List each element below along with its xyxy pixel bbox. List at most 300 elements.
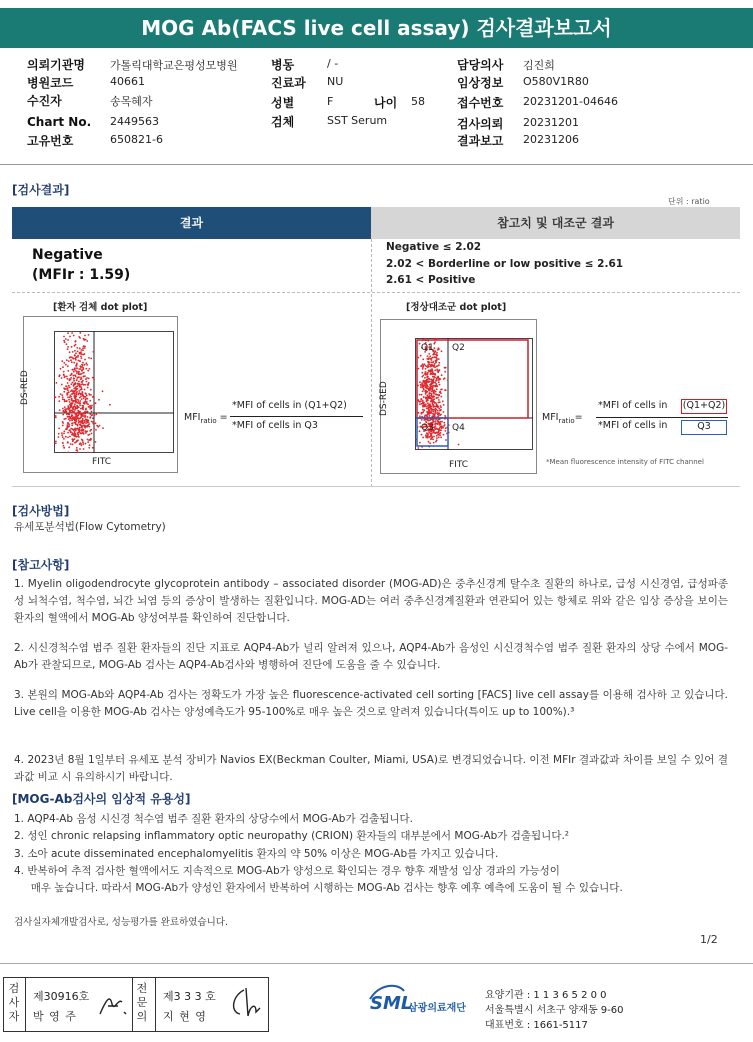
scatter-dot xyxy=(82,442,84,444)
scatter-dot xyxy=(76,367,78,369)
scatter-dot xyxy=(434,402,436,404)
scatter-dot xyxy=(440,432,442,434)
scatter-dot xyxy=(438,362,440,364)
scatter-dot xyxy=(418,412,420,414)
scatter-dot xyxy=(60,393,62,395)
quadrant-q2: Q2 xyxy=(452,343,465,353)
scatter-dot xyxy=(433,378,435,380)
scatter-dot xyxy=(90,429,92,431)
scatter-dot xyxy=(422,400,424,402)
footer-divider xyxy=(0,963,753,964)
scatter-dot xyxy=(93,396,95,398)
scatter-dot xyxy=(419,403,421,405)
scatter-dot xyxy=(82,405,84,407)
scatter-dot xyxy=(87,416,89,418)
scatter-dot xyxy=(82,348,84,350)
scatter-dot xyxy=(87,411,89,413)
scatter-dot xyxy=(90,389,92,391)
scatter-dot xyxy=(422,401,424,403)
scatter-dot xyxy=(67,441,69,443)
scatter-dot xyxy=(422,391,424,393)
scatter-dot xyxy=(77,414,79,416)
scatter-dot xyxy=(67,424,69,426)
scatter-dot xyxy=(74,341,76,343)
scatter-dot xyxy=(74,355,76,357)
value-clinical-info: O580V1R80 xyxy=(523,75,589,88)
value-unique-no: 650821-6 xyxy=(110,133,163,146)
scatter-dot xyxy=(425,368,427,370)
scatter-dot xyxy=(82,407,84,409)
scatter-dot xyxy=(55,396,57,398)
scatter-dot xyxy=(78,402,80,404)
scatter-dot xyxy=(436,403,438,405)
scatter-dot xyxy=(88,334,90,336)
scatter-dot xyxy=(69,410,71,412)
scatter-dot xyxy=(85,418,87,420)
scatter-dot xyxy=(72,428,74,430)
scatter-dot xyxy=(441,374,443,376)
control-scatter xyxy=(415,338,533,450)
scatter-dot xyxy=(77,351,79,353)
scatter-dot xyxy=(63,362,65,364)
value-hospital-code: 40661 xyxy=(110,75,145,88)
scatter-dot xyxy=(63,399,65,401)
scatter-dot xyxy=(77,428,79,430)
scatter-dot xyxy=(95,423,97,425)
scatter-dot xyxy=(84,389,86,391)
scatter-dot xyxy=(63,418,65,420)
scatter-dot xyxy=(85,362,87,364)
scatter-dot xyxy=(89,368,91,370)
scatter-dot xyxy=(444,389,446,391)
scatter-dot xyxy=(71,415,73,417)
scatter-dot xyxy=(433,365,435,367)
label-clinical-info: 임상정보 xyxy=(457,76,504,90)
scatter-dot xyxy=(68,425,70,427)
scatter-dot xyxy=(72,393,74,395)
scatter-dot xyxy=(431,408,433,410)
scatter-dot xyxy=(81,391,83,393)
mfi-text-1: MFI xyxy=(184,412,201,423)
scatter-dot xyxy=(429,412,431,414)
scatter-dot xyxy=(426,406,428,408)
scatter-dot xyxy=(70,374,72,376)
scatter-dot xyxy=(78,436,80,438)
scatter-dot xyxy=(90,358,92,360)
scatter-dot xyxy=(64,408,66,410)
scatter-dot xyxy=(427,437,429,439)
scatter-dot xyxy=(421,372,423,374)
scatter-dot xyxy=(67,408,69,410)
scatter-dot xyxy=(85,408,87,410)
scatter-dot xyxy=(70,431,72,433)
scatter-dot xyxy=(419,381,421,383)
scatter-dot xyxy=(425,387,427,389)
formula-numerator-1: *MFI of cells in (Q1+Q2) xyxy=(232,400,347,411)
scatter-dot xyxy=(71,432,73,434)
scatter-dot xyxy=(63,433,65,435)
scatter-dot xyxy=(427,373,429,375)
scatter-dot xyxy=(63,445,65,447)
scatter-dot xyxy=(425,434,427,436)
unit-label: 단위 : ratio xyxy=(668,197,710,206)
scatter-dot xyxy=(63,430,65,432)
scatter-dot xyxy=(73,380,75,382)
scatter-dot xyxy=(79,332,81,334)
scatter-dot xyxy=(433,436,435,438)
scatter-dot xyxy=(77,356,79,358)
scatter-dot xyxy=(79,404,81,406)
scatter-dot xyxy=(425,381,427,383)
scatter-dot xyxy=(59,374,61,376)
scatter-dot xyxy=(71,361,73,363)
scatter-dot xyxy=(420,413,422,415)
scatter-dot xyxy=(437,429,439,431)
scatter-dot xyxy=(436,357,438,359)
scatter-dot xyxy=(75,393,77,395)
scatter-dot xyxy=(82,362,84,364)
scatter-dot xyxy=(93,428,95,430)
scatter-dot xyxy=(75,408,77,410)
scatter-dot xyxy=(418,357,420,359)
scatter-dot xyxy=(72,440,74,442)
scatter-dot xyxy=(82,350,84,352)
scatter-dot xyxy=(429,355,431,357)
patient-scatter xyxy=(54,331,174,453)
scatter-dot xyxy=(419,401,421,403)
scatter-dot xyxy=(81,357,83,359)
scatter-dot xyxy=(67,406,69,408)
result-divider xyxy=(12,292,740,293)
tester-signature xyxy=(96,990,132,1020)
scatter-dot xyxy=(417,447,419,449)
scatter-dot xyxy=(62,366,64,368)
reviewer-label: 전문의 xyxy=(136,982,148,1023)
scatter-dot xyxy=(422,365,424,367)
scatter-dot xyxy=(432,399,434,401)
scatter-dot xyxy=(432,354,434,356)
scatter-dot xyxy=(71,406,73,408)
clinical-title: [MOG-Ab검사의 임상적 유용성] xyxy=(12,792,191,806)
result-value: Negative xyxy=(32,247,103,263)
scatter-dot xyxy=(425,373,427,375)
scatter-dot xyxy=(76,371,78,373)
scatter-dot xyxy=(423,405,425,407)
scatter-dot xyxy=(86,364,88,366)
scatter-dot xyxy=(79,360,81,362)
scatter-dot xyxy=(458,444,460,446)
scatter-dot xyxy=(440,409,442,411)
scatter-dot xyxy=(79,400,81,402)
label-request-date: 검사의뢰 xyxy=(457,117,504,131)
mfi-sub-2: ratio xyxy=(558,416,575,425)
scatter-dot xyxy=(79,397,81,399)
reviewer-name: 지 현 영 xyxy=(163,1010,207,1023)
scatter-dot xyxy=(421,434,423,436)
scatter-dot xyxy=(69,351,71,353)
scatter-dot xyxy=(67,452,69,454)
scatter-dot xyxy=(88,382,90,384)
scatter-dot xyxy=(88,439,90,441)
scatter-dot xyxy=(436,386,438,388)
value-doctor: 김진희 xyxy=(523,59,555,72)
scatter-dot xyxy=(435,397,437,399)
scatter-dot xyxy=(86,377,88,379)
sig-divider-1 xyxy=(25,978,26,1031)
scatter-dot xyxy=(85,443,87,445)
scatter-dot xyxy=(72,409,74,411)
scatter-dot xyxy=(84,416,86,418)
scatter-dot xyxy=(443,434,445,436)
scatter-dot xyxy=(439,391,441,393)
scatter-dot xyxy=(55,415,57,417)
scatter-dot xyxy=(436,388,438,390)
scatter-dot xyxy=(83,346,85,348)
scatter-dot xyxy=(428,370,430,372)
scatter-dot xyxy=(72,382,74,384)
scatter-dot xyxy=(421,403,423,405)
scatter-dot xyxy=(62,421,64,423)
fraction-bar-1 xyxy=(230,416,363,417)
scatter-dot xyxy=(72,402,74,404)
scatter-dot xyxy=(66,412,68,414)
scatter-dot xyxy=(67,416,69,418)
reviewer-signature xyxy=(226,986,266,1022)
scatter-dot xyxy=(87,384,89,386)
company-name: 삼광의료재단 xyxy=(408,1003,466,1014)
scatter-dot xyxy=(424,338,426,339)
scatter-dot xyxy=(67,422,69,424)
scatter-dot xyxy=(69,396,71,398)
scatter-dot xyxy=(445,367,447,369)
scatter-dot xyxy=(85,392,87,394)
scatter-dot xyxy=(64,406,66,408)
scatter-dot xyxy=(427,399,429,401)
scatter-dot xyxy=(85,368,87,370)
scatter-dot xyxy=(82,423,84,425)
scatter-dot xyxy=(434,363,436,365)
value-request-date: 20231201 xyxy=(523,116,579,129)
scatter-dot xyxy=(67,382,69,384)
scatter-dot xyxy=(80,378,82,380)
scatter-dot xyxy=(71,383,73,385)
scatter-dot xyxy=(439,422,441,424)
scatter-dot xyxy=(434,377,436,379)
notes-title: [참고사항] xyxy=(12,558,70,572)
scatter-dot xyxy=(419,442,421,444)
formula-box-q3: Q3 xyxy=(681,420,727,435)
scatter-dot xyxy=(79,353,81,355)
scatter-dot xyxy=(92,447,94,449)
scatter-dot xyxy=(61,377,63,379)
value-receipt-no: 20231201-04646 xyxy=(523,95,618,108)
mfi-text-2: MFI xyxy=(542,412,559,423)
scatter-dot xyxy=(75,423,77,425)
scatter-dot xyxy=(69,436,71,438)
scatter-dot xyxy=(422,437,424,439)
scatter-dot xyxy=(67,365,69,367)
scatter-dot xyxy=(63,391,65,393)
scatter-dot xyxy=(426,395,428,397)
scatter-dot xyxy=(76,449,78,451)
header-divider xyxy=(0,164,753,165)
scatter-dot xyxy=(82,383,84,385)
scatter-dot xyxy=(421,394,423,396)
scatter-dot xyxy=(434,411,436,413)
closing-statement: 검사실자체개발검사로, 성능평가를 완료하였습니다. xyxy=(14,917,228,928)
scatter-dot xyxy=(76,407,78,409)
scatter-dot xyxy=(85,422,87,424)
scatter-dot xyxy=(94,414,96,416)
scatter-dot xyxy=(437,433,439,435)
scatter-dot xyxy=(74,391,76,393)
quadrant-q1: Q1 xyxy=(421,343,434,353)
scatter-dot xyxy=(63,336,65,338)
scatter-dot xyxy=(425,385,427,387)
note-2: 2. 시신경척수염 범주 질환 환자들의 진단 지표로 AQP4-Ab가 널리 알려져 있으나, AQP4-Ab가 음성인 시신경척수염 범주 질환 환자의 상당 수에서 MOG-Ab가 관찰되므로, MOG-Ab 검사는 AQP4-Ab검사와 병행하여 진단에 도움을 줄 수 있습니다. xyxy=(14,642,728,671)
scatter-dot xyxy=(78,390,80,392)
scatter-dot xyxy=(81,349,83,351)
result-header: 결과 xyxy=(12,207,371,239)
scatter-dot xyxy=(81,353,83,355)
scatter-dot xyxy=(443,422,445,424)
scatter-dot xyxy=(74,432,76,434)
scatter-dot xyxy=(68,399,70,401)
scatter-dot xyxy=(65,418,67,420)
scatter-dot xyxy=(428,363,430,365)
scatter-dot xyxy=(79,383,81,385)
mfi-sub-1: ratio xyxy=(200,416,217,425)
scatter-dot xyxy=(436,437,438,439)
scatter-dot xyxy=(437,370,439,372)
scatter-dot xyxy=(429,381,431,383)
scatter-dot xyxy=(63,340,65,342)
scatter-dot xyxy=(74,345,76,347)
scatter-dot xyxy=(81,439,83,441)
value-specimen: SST Serum xyxy=(327,114,388,127)
scatter-dot xyxy=(74,350,76,352)
tester-license: 제30916호 xyxy=(33,990,90,1003)
label-unique-no: 고유번호 xyxy=(27,134,74,148)
scatter-dot xyxy=(74,403,76,405)
scatter-dot xyxy=(426,415,428,417)
scatter-dot xyxy=(69,401,71,403)
patient-x-axis-label: FITC xyxy=(92,457,112,467)
value-age: 58 xyxy=(411,95,425,108)
patient-y-axis-label: DS-RED xyxy=(20,370,30,405)
scatter-dot xyxy=(65,364,67,366)
scatter-dot xyxy=(102,390,104,392)
scatter-dot xyxy=(66,388,68,390)
scatter-dot xyxy=(75,413,77,415)
scatter-dot xyxy=(432,362,434,364)
scatter-dot xyxy=(80,430,82,432)
scatter-dot xyxy=(76,436,78,438)
scatter-dot xyxy=(436,439,438,441)
scatter-dot xyxy=(440,407,442,409)
result-mfir: (MFIr : 1.59) xyxy=(32,267,131,283)
scatter-dot xyxy=(85,420,87,422)
scatter-dot xyxy=(429,392,431,394)
scatter-dot xyxy=(68,424,70,426)
scatter-dot xyxy=(81,366,83,368)
scatter-dot xyxy=(69,420,71,422)
scatter-dot xyxy=(77,424,79,426)
fraction-bar-2 xyxy=(596,417,728,418)
scatter-dot xyxy=(89,400,91,402)
scatter-dot xyxy=(90,438,92,440)
scatter-dot xyxy=(444,377,446,379)
scatter-dot xyxy=(72,434,74,436)
scatter-dot xyxy=(435,361,437,363)
scatter-dot xyxy=(74,422,76,424)
report-title: MOG Ab(FACS live cell assay) 검사결과보고서 xyxy=(0,8,753,48)
scatter-dot xyxy=(96,425,98,427)
scatter-dot xyxy=(88,378,90,380)
scatter-dot xyxy=(73,393,75,395)
scatter-dot xyxy=(75,418,77,420)
scatter-dot xyxy=(75,429,77,431)
scatter-dot xyxy=(426,408,428,410)
scatter-dot xyxy=(432,357,434,359)
scatter-dot xyxy=(420,355,422,357)
scatter-dot xyxy=(62,442,64,444)
scatter-dot xyxy=(58,400,60,402)
scatter-dot xyxy=(81,398,83,400)
scatter-dot xyxy=(420,365,422,367)
scatter-dot xyxy=(433,385,435,387)
quadrant-q3: Q3 xyxy=(421,423,434,433)
scatter-dot xyxy=(85,398,87,400)
page-number: 1/2 xyxy=(700,933,718,946)
scatter-dot xyxy=(62,408,64,410)
scatter-dot xyxy=(87,452,89,453)
scatter-dot xyxy=(70,377,72,379)
scatter-dot xyxy=(82,372,84,374)
scatter-dot xyxy=(443,411,445,413)
scatter-dot xyxy=(66,359,68,361)
scatter-dot xyxy=(67,396,69,398)
scatter-dot xyxy=(75,375,77,377)
scatter-dot xyxy=(438,399,440,401)
scatter-dot xyxy=(430,361,432,363)
scatter-dot xyxy=(428,357,430,359)
scatter-dot xyxy=(80,355,82,357)
scatter-dot xyxy=(55,441,57,443)
scatter-dot xyxy=(89,406,91,408)
value-chart-no: 2449563 xyxy=(110,115,159,128)
scatter-dot xyxy=(99,425,101,427)
scatter-dot xyxy=(67,432,69,434)
scatter-dot xyxy=(61,432,63,434)
sig-divider-3 xyxy=(155,978,156,1031)
scatter-dot xyxy=(59,409,61,411)
scatter-dot xyxy=(89,426,91,428)
company-phone: 대표번호 : 1661-5117 xyxy=(485,1020,588,1031)
scatter-dot xyxy=(441,426,443,428)
scatter-dot xyxy=(71,424,73,426)
scatter-dot xyxy=(66,376,68,378)
value-patient: 송목혜자 xyxy=(110,95,153,108)
scatter-dot xyxy=(436,435,438,437)
scatter-dot xyxy=(432,396,434,398)
scatter-dot xyxy=(72,412,74,414)
scatter-dot xyxy=(76,383,78,385)
scatter-dot xyxy=(81,421,83,423)
scatter-dot xyxy=(84,427,86,429)
scatter-dot xyxy=(82,368,84,370)
scatter-dot xyxy=(72,351,74,353)
